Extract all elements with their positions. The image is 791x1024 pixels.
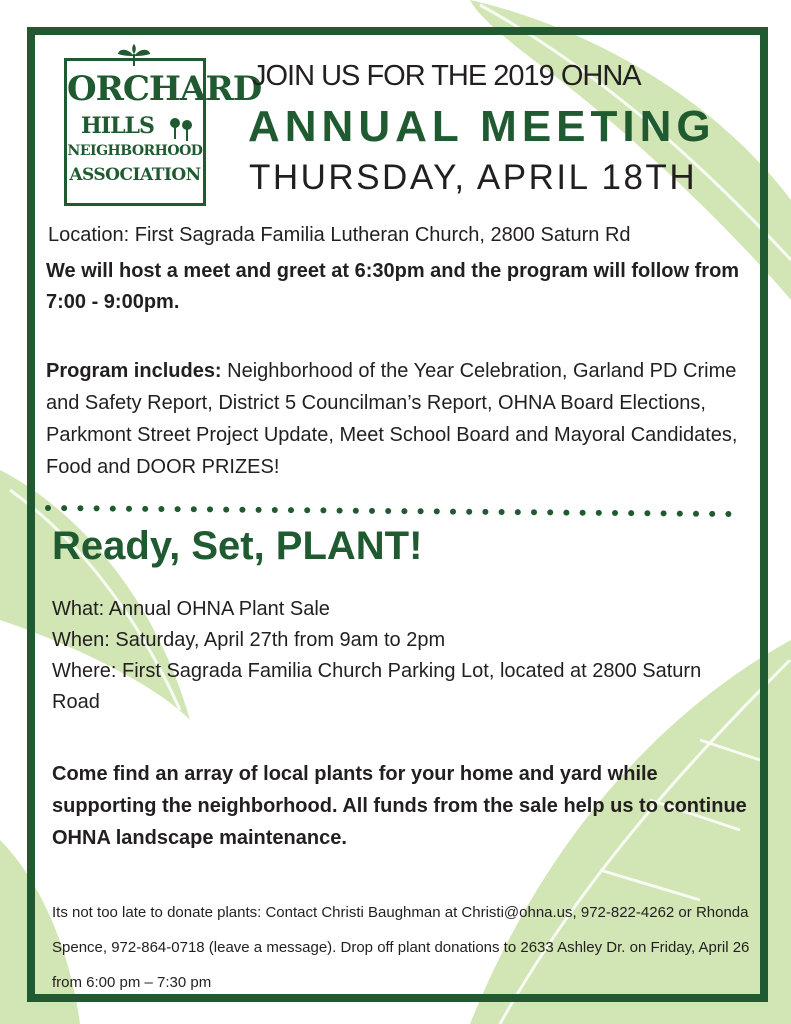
donation-info: Its not too late to donate plants: Contact Christi Baughman at Christi@ohna.us, 972-822-4262 or Rhonda Spence, 972-864-0718 (leave a message). Drop off plant donations to 2633 Ashley Dr. on Friday, April 26 from 6:00 pm – 7:30 pm [52, 904, 750, 991]
meeting-location: Location: First Sagrada Familia Lutheran Church, 2800 Saturn Rd [48, 224, 631, 246]
divider-dot [288, 507, 294, 513]
logo-line-hills: HILLS [81, 113, 154, 139]
plant-sale-details [52, 594, 712, 718]
header-date: THURSDAY, APRIL 18TH [249, 158, 698, 197]
logo-line-association: ASSOCIATION [69, 165, 201, 185]
logo-line-orchard: ORCHARD [67, 69, 262, 109]
divider-dot [126, 506, 132, 512]
divider-dot [725, 511, 731, 517]
divider-dot [369, 508, 375, 514]
divider-dot [596, 510, 602, 516]
program-label: Program includes: [46, 360, 222, 382]
divider-dot [531, 509, 537, 515]
divider-dot [239, 507, 245, 513]
divider-dot [709, 511, 715, 517]
dotted-divider [44, 504, 742, 518]
plant-sale-description: Come find an array of local plants for your home and yard while supporting the neighborhood. All funds from the sale help us to continue OHNA landscape maintenance. [52, 763, 747, 849]
divider-dot [644, 510, 650, 516]
program-paragraph [46, 355, 751, 483]
divider-dot [677, 511, 683, 517]
sprout-icon [116, 44, 152, 66]
divider-dot [418, 508, 424, 514]
divider-dot [61, 505, 67, 511]
divider-dot [450, 509, 456, 515]
divider-dot [142, 506, 148, 512]
divider-dot [45, 505, 51, 511]
divider-dot [547, 509, 553, 515]
divider-dot [580, 510, 586, 516]
meeting-time: We will host a meet and greet at 6:30pm and the program will follow from 7:00 - 9:00pm. [46, 260, 740, 313]
divider-dot [385, 508, 391, 514]
plant-sale-when: When: Saturday, April 27th from 9am to 2pm [52, 629, 446, 651]
program-text: Neighborhood of the Year Celebration, Garland PD Crime and Safety Report, District 5 Councilman’s Report, OHNA Board Elections, Parkmont Street Project Update, Meet School Board and Mayoral Candidates, Food and DOOR PRIZES! [46, 360, 738, 478]
ohna-logo [64, 44, 262, 204]
divider-dot [563, 510, 569, 516]
divider-dot [661, 510, 667, 516]
divider-dot [175, 506, 181, 512]
divider-dot [337, 508, 343, 514]
divider-dot [158, 506, 164, 512]
divider-dot [110, 506, 116, 512]
header-join-us: JOIN US FOR THE 2019 OHNA [252, 60, 641, 92]
logo-box [64, 58, 262, 206]
divider-dot [94, 505, 100, 511]
divider-dot [515, 509, 521, 515]
plant-sale-title: Ready, Set, PLANT! [52, 524, 423, 568]
divider-dot [256, 507, 262, 513]
divider-dot [499, 509, 505, 515]
divider-dot [320, 507, 326, 513]
divider-dot [482, 509, 488, 515]
plant-sale-what: What: Annual OHNA Plant Sale [52, 598, 330, 620]
divider-dot [223, 507, 229, 513]
divider-dot [191, 506, 197, 512]
header-annual-meeting: ANNUAL MEETING [248, 102, 716, 151]
plant-sale-where: Where: First Sagrada Familia Church Parking Lot, located at 2800 Saturn Road [52, 660, 702, 713]
divider-dot [693, 511, 699, 517]
divider-dot [77, 505, 83, 511]
divider-dot [401, 508, 407, 514]
divider-dot [304, 507, 310, 513]
divider-dot [612, 510, 618, 516]
divider-dot [272, 507, 278, 513]
divider-dot [628, 510, 634, 516]
divider-dot [353, 508, 359, 514]
divider-dot [434, 508, 440, 514]
logo-line-neighborhood: NEIGHBORHOOD [67, 143, 203, 159]
divider-dot [466, 509, 472, 515]
divider-dot [207, 506, 213, 512]
tree-icon [167, 115, 195, 143]
